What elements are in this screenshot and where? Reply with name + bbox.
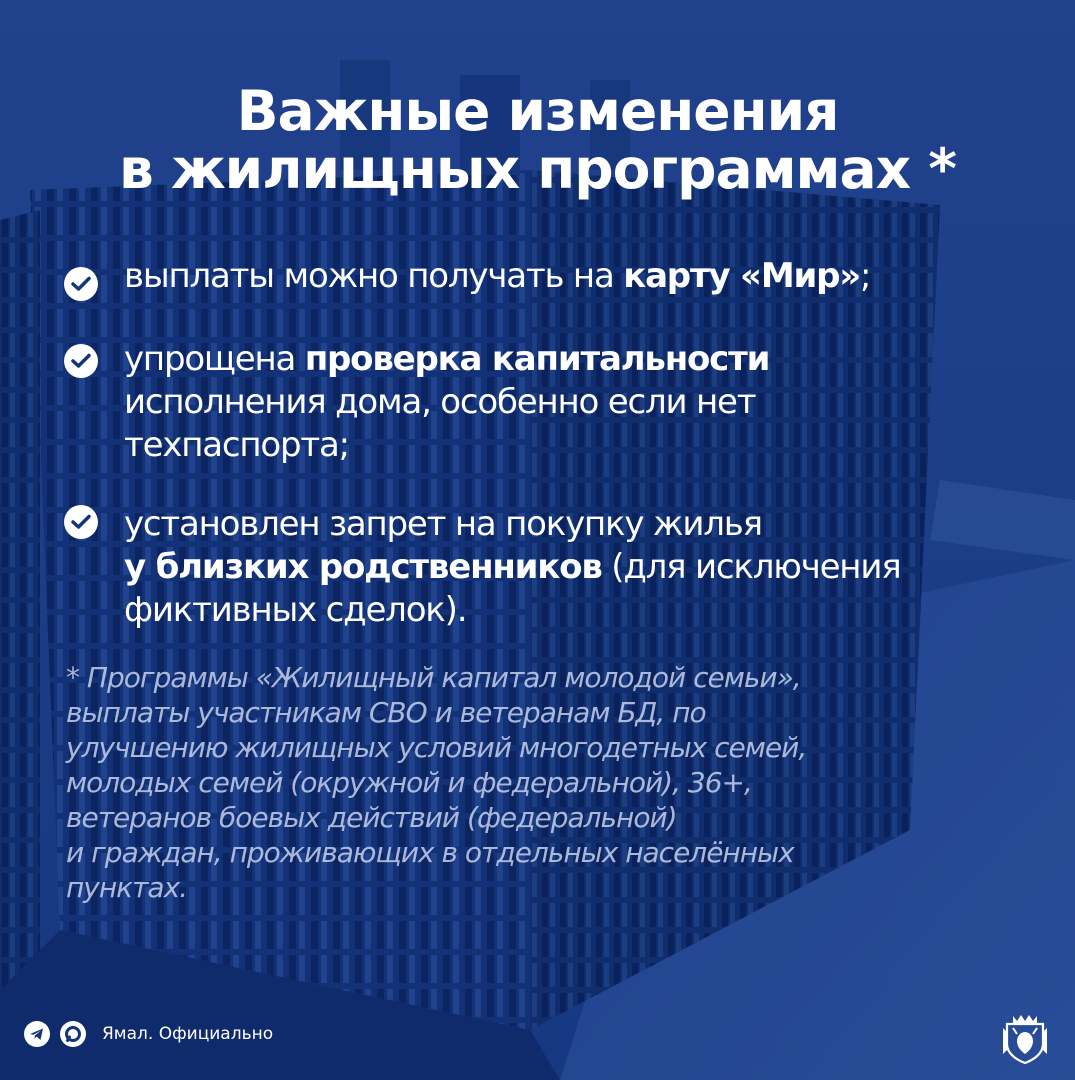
bullet-text (124, 338, 1014, 467)
footnote-line: ветеранов боевых действий (федеральной) (66, 801, 677, 834)
footnote-line: молодых семей (окружной и федеральной), 36+, (66, 766, 752, 799)
footnote-line: пунктах. (66, 871, 188, 904)
bullet-text-line: установлен запрет на покупку жилья (124, 504, 762, 544)
bullet-text-line: техпаспорта; (124, 425, 349, 465)
bullet-text-bold: проверка капитальности (304, 339, 770, 379)
bullet-text-bold: у близких родственников (124, 547, 602, 587)
bullet-text-line: исполнения дома, особенно если нет (124, 382, 756, 422)
title-line-2: в жилищных программах * (119, 137, 956, 201)
footer-label: Ямал. Официально (102, 1024, 274, 1044)
footnote-line: * Программы «Жилищный капитал молодой семьи», (66, 661, 801, 694)
footnote (66, 660, 1026, 905)
bullet-text-regular: ; (859, 256, 871, 296)
footer (24, 1018, 273, 1050)
telegram-icon[interactable] (24, 1021, 50, 1047)
checkmark-icon (64, 505, 98, 539)
bullet-text-bold: карту «Мир» (623, 256, 860, 296)
checkmark-icon (64, 267, 98, 301)
bullet-text-line: фиктивных сделок). (124, 590, 467, 630)
bullet-text-regular: (для исключения (601, 547, 901, 587)
footnote-line: выплаты участникам СВО и ветеранам БД, по (66, 696, 706, 729)
bullet-text (124, 503, 1014, 632)
checkmark-icon (64, 344, 98, 378)
max-messenger-icon[interactable] (60, 1021, 86, 1047)
title-line-1: Важные изменения (236, 79, 839, 143)
footnote-line: улучшению жилищных условий многодетных семей, (66, 731, 807, 764)
bullet-text (124, 255, 1014, 298)
bullet-text-regular: упрощена (124, 339, 305, 379)
footnote-line: и граждан, проживающих в отдельных населённых (66, 836, 794, 869)
yamal-coat-of-arms-icon (999, 1010, 1051, 1064)
page-title (0, 79, 1075, 201)
bullet-text-regular: выплаты можно получать на (124, 256, 624, 296)
